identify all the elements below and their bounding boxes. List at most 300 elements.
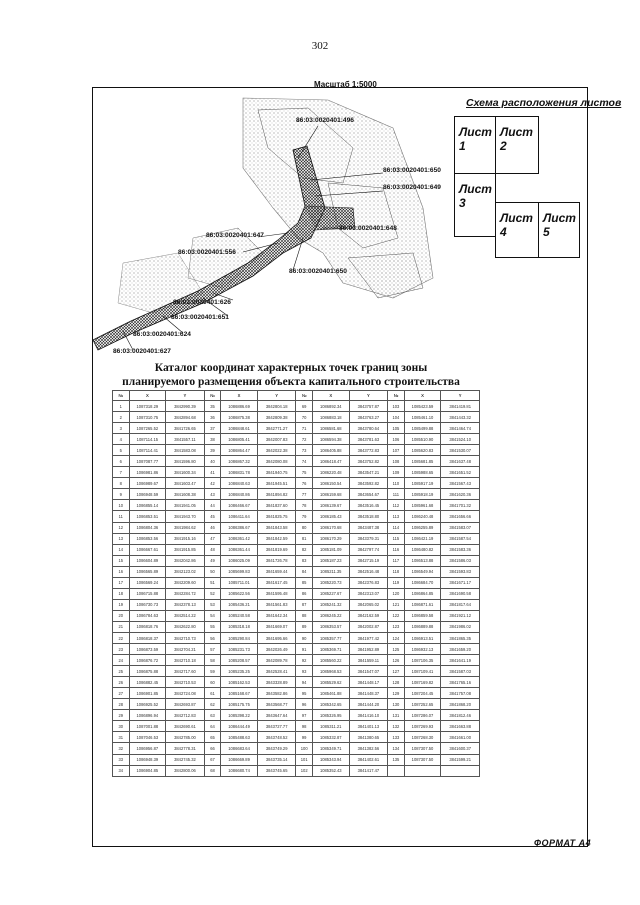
table-cell: 3843752.82 xyxy=(349,456,388,467)
table-cell: 1085290.84 xyxy=(221,632,258,643)
table-cell: 3842042.86 xyxy=(166,555,205,566)
table-cell: 1086818.76 xyxy=(129,621,166,632)
column-header: № xyxy=(296,391,313,401)
table-cell: 3843516.45 xyxy=(349,500,388,511)
table-cell: 17 xyxy=(113,577,130,588)
table-cell: 3841659.20 xyxy=(441,644,480,655)
table-row xyxy=(113,566,480,577)
table-cell: 1087109.41 xyxy=(404,666,441,677)
table-cell: 134 xyxy=(388,743,405,754)
table-row xyxy=(113,401,480,412)
table-cell: 3841642.34 xyxy=(257,610,296,621)
table-cell: 1086871.61 xyxy=(404,599,441,610)
table-cell: 73 xyxy=(296,445,313,456)
table-cell: 1086859.58 xyxy=(404,610,441,621)
coordinates-table xyxy=(112,390,480,777)
table-cell: 1086255.89 xyxy=(404,522,441,533)
table-cell: 3842007.83 xyxy=(257,434,296,445)
table-cell: 27 xyxy=(113,688,130,699)
table-cell: 24 xyxy=(113,655,130,666)
table-cell: 1086913.51 xyxy=(404,632,441,643)
table-cell: 3842990.39 xyxy=(166,401,205,412)
table-cell: 3841416.10 xyxy=(349,710,388,721)
table-cell: 3842809.38 xyxy=(257,412,296,423)
table-cell: 1085560.22 xyxy=(312,655,349,666)
format-label: ФОРМАТ А4 xyxy=(534,838,592,848)
table-cell: 93 xyxy=(296,666,313,677)
table-cell: 76 xyxy=(296,478,313,489)
table-cell: 3841915.16 xyxy=(166,533,205,544)
table-cell: 45 xyxy=(204,511,221,522)
table-cell: 59 xyxy=(204,666,221,677)
table-cell: 6 xyxy=(113,456,130,467)
table-cell: 1086864.47 xyxy=(221,445,258,456)
table-cell: 10 xyxy=(113,500,130,511)
table-cell: 2 xyxy=(113,412,130,423)
table-cell: 3843518.80 xyxy=(349,511,388,522)
page-number: 302 xyxy=(311,40,329,52)
table-cell: 1086925.52 xyxy=(129,699,166,710)
table-cell: 3841671.17 xyxy=(441,577,480,588)
table-cell: 1086853.56 xyxy=(129,533,166,544)
table-cell: 3843757.87 xyxy=(349,401,388,412)
table-cell: 1086981.86 xyxy=(129,467,166,478)
table-cell: 3841726.65 xyxy=(166,423,205,434)
table-cell: 70 xyxy=(296,412,313,423)
table-cell: 88 xyxy=(296,610,313,621)
table-cell: 1086867.32 xyxy=(221,456,258,467)
table-cell: 1086386.67 xyxy=(221,522,258,533)
table-cell: 3842704.21 xyxy=(166,644,205,655)
table-cell: 1087307.50 xyxy=(404,743,441,754)
table-cell: 3841402.61 xyxy=(349,754,388,765)
table-cell: 3841530.07 xyxy=(441,445,480,456)
table-cell: 1085699.83 xyxy=(221,566,258,577)
table-cell: 1087087.77 xyxy=(129,456,166,467)
table-cell: 105 xyxy=(388,423,405,434)
table-cell: 3841561.83 xyxy=(257,599,296,610)
table-cell: 9 xyxy=(113,489,130,500)
table-cell: 3842089.78 xyxy=(257,655,296,666)
table-cell: 128 xyxy=(388,677,405,688)
table-cell: 1087286.07 xyxy=(404,710,441,721)
table-cell: 1085318.18 xyxy=(221,621,258,632)
table-cell: 38 xyxy=(204,434,221,445)
table-cell: 1085711.01 xyxy=(221,577,258,588)
table-cell: 1086025.09 xyxy=(221,555,258,566)
table-cell: 111 xyxy=(388,489,405,500)
parcel-label: 86:03:0020401:496 xyxy=(296,117,354,124)
table-cell: 3841419.81 xyxy=(441,401,480,412)
table-cell: 14 xyxy=(113,544,130,555)
column-header: Y xyxy=(349,391,388,401)
table-cell: 5 xyxy=(113,445,130,456)
table-cell: 3842724.08 xyxy=(166,688,205,699)
table-cell: 1086669.89 xyxy=(221,754,258,765)
table-row xyxy=(113,489,480,500)
table-cell: 120 xyxy=(388,588,405,599)
table-cell: 115 xyxy=(388,533,405,544)
parcel-label: 86:03:0020401:651 xyxy=(171,314,229,321)
table-cell: 1085162.53 xyxy=(221,677,258,688)
table-cell: 1086159.68 xyxy=(312,489,349,500)
table-cell: 3841524.10 xyxy=(441,434,480,445)
table-cell: 113 xyxy=(388,511,405,522)
column-header: Y xyxy=(257,391,296,401)
table-cell xyxy=(388,765,405,776)
table-cell: 21 xyxy=(113,621,130,632)
sheet-4: Лист 4 xyxy=(495,202,539,258)
table-cell: 1085436.21 xyxy=(221,599,258,610)
sheet-5: Лист 5 xyxy=(538,202,580,258)
table-cell: 1085423.59 xyxy=(404,401,441,412)
table-cell: 77 xyxy=(296,489,313,500)
table-cell: 1085187.23 xyxy=(312,555,349,566)
table-cell: 33 xyxy=(113,754,130,765)
table-cell: 3843379.31 xyxy=(349,533,388,544)
table-cell: 56 xyxy=(204,632,221,643)
table-cell: 13 xyxy=(113,533,130,544)
table-cell: 1086444.49 xyxy=(221,721,258,732)
table-cell: 1085369.71 xyxy=(312,644,349,655)
table-cell: 133 xyxy=(388,732,405,743)
table-cell: 3842693.87 xyxy=(166,699,205,710)
table-row xyxy=(113,732,480,743)
table-cell: 1085208.57 xyxy=(221,655,258,666)
column-header: № xyxy=(204,391,221,401)
table-cell: 34 xyxy=(113,765,130,776)
table-cell: 3843487.38 xyxy=(349,522,388,533)
table-cell: 3843582.86 xyxy=(257,688,296,699)
table-cell: 3841817.64 xyxy=(441,599,480,610)
table-cell: 1086831.78 xyxy=(221,467,258,478)
table-cell: 1085227.67 xyxy=(312,588,349,599)
table-cell: 114 xyxy=(388,522,405,533)
table-cell: 102 xyxy=(296,765,313,776)
table-cell: 1085175.75 xyxy=(221,699,258,710)
table-cell: 3842690.61 xyxy=(166,721,205,732)
table-cell: 3842804.18 xyxy=(257,401,296,412)
table-row xyxy=(113,655,480,666)
table-cell: 3841894.82 xyxy=(257,489,296,500)
table-cell: 3842710.18 xyxy=(166,655,205,666)
table-cell: 135 xyxy=(388,754,405,765)
table-cell: 3841812.46 xyxy=(441,710,480,721)
table-cell: 85 xyxy=(296,577,313,588)
table-cell: 94 xyxy=(296,677,313,688)
table-row xyxy=(113,478,480,489)
table-cell: 35 xyxy=(204,401,221,412)
table-cell: 3841557.11 xyxy=(166,434,205,445)
table-row xyxy=(113,434,480,445)
table-cell: 3841603.47 xyxy=(166,478,205,489)
table-cell: 3842376.83 xyxy=(349,577,388,588)
table-cell: 3841819.69 xyxy=(257,544,296,555)
table-cell: 3841843.58 xyxy=(257,522,296,533)
table-cell: 1086680.74 xyxy=(221,765,258,776)
table-cell: 3841986.02 xyxy=(441,621,480,632)
table-cell: 64 xyxy=(204,721,221,732)
table-cell: 1087268.30 xyxy=(404,732,441,743)
table-cell: 3842797.74 xyxy=(349,544,388,555)
table-cell: 3841837.60 xyxy=(257,500,296,511)
table-row xyxy=(113,511,480,522)
table-cell: 72 xyxy=(296,434,313,445)
catalog-title-line-1: Каталог координат характерных точек границ зоны xyxy=(154,362,428,374)
table-cell: 3842378.13 xyxy=(166,599,205,610)
table-cell: 1086892.34 xyxy=(312,401,349,412)
table-cell: 75 xyxy=(296,467,313,478)
sheet-2: Лист 2 xyxy=(495,116,539,174)
table-cell: 129 xyxy=(388,688,405,699)
table-cell: 80 xyxy=(296,522,313,533)
table-cell: 3842778.31 xyxy=(166,743,205,754)
table-row xyxy=(113,588,480,599)
table-cell: 117 xyxy=(388,555,405,566)
table-cell: 3841865.35 xyxy=(441,632,480,643)
table-cell: 49 xyxy=(204,555,221,566)
table-cell: 1085241.32 xyxy=(312,599,349,610)
table-row xyxy=(113,666,480,677)
table-cell: 1086569.24 xyxy=(129,577,166,588)
table-cell: 1085918.19 xyxy=(404,489,441,500)
table-cell: 97 xyxy=(296,710,313,721)
table-cell: 124 xyxy=(388,632,405,643)
table-row xyxy=(113,522,480,533)
table-cell: 107 xyxy=(388,445,405,456)
table-cell: 1087307.50 xyxy=(404,754,441,765)
table-cell: 3842528.41 xyxy=(257,666,296,677)
table-cell: 1086170.68 xyxy=(312,522,349,533)
table-cell: 119 xyxy=(388,577,405,588)
table-cell: 3843727.77 xyxy=(257,721,296,732)
table-cell: 1087252.65 xyxy=(404,699,441,710)
parcel-label: 86:03:0020401:556 xyxy=(178,249,236,256)
table-cell: 1086840.86 xyxy=(221,489,258,500)
table-cell: 1085917.19 xyxy=(404,478,441,489)
table-cell: 3841695.66 xyxy=(257,632,296,643)
table-cell: 3841757.08 xyxy=(441,688,480,699)
table-cell: 3841921.12 xyxy=(441,610,480,621)
table-cell: 1086466.67 xyxy=(221,500,258,511)
table-row xyxy=(113,699,480,710)
table-cell: 1086896.94 xyxy=(129,710,166,721)
table-cell: 1085968.53 xyxy=(312,666,349,677)
table-cell: 3843748.52 xyxy=(257,732,296,743)
table-cell: 65 xyxy=(204,732,221,743)
table-cell: 122 xyxy=(388,610,405,621)
table-cell: 3841448.17 xyxy=(349,677,388,688)
table-row xyxy=(113,621,480,632)
table-cell: 131 xyxy=(388,710,405,721)
table-cell: 48 xyxy=(204,544,221,555)
table-cell: 3841651.52 xyxy=(441,467,480,478)
table-cell: 3842209.60 xyxy=(166,577,205,588)
table-cell: 1086948.59 xyxy=(129,489,166,500)
table-cell: 69 xyxy=(296,401,313,412)
table-cell: 1085529.62 xyxy=(312,677,349,688)
table-cell: 1087310.75 xyxy=(129,412,166,423)
table-cell: 127 xyxy=(388,666,405,677)
table-cell: 1086864.85 xyxy=(404,588,441,599)
table-cell: 3841659.44 xyxy=(257,566,296,577)
table-body xyxy=(113,401,480,777)
table-cell: 18 xyxy=(113,588,130,599)
table-cell: 3843763.27 xyxy=(349,412,388,423)
table-cell: 1085961.68 xyxy=(404,500,441,511)
table-cell: 1 xyxy=(113,401,130,412)
table-cell: 8 xyxy=(113,478,130,489)
table-cell: 3841915.85 xyxy=(166,544,205,555)
table-cell: 1086855.14 xyxy=(129,500,166,511)
table-row xyxy=(113,710,480,721)
table-cell: 31 xyxy=(113,732,130,743)
column-header: X xyxy=(404,391,441,401)
table-cell: 100 xyxy=(296,743,313,754)
column-header: X xyxy=(312,391,349,401)
table-cell: 3841583.36 xyxy=(441,544,480,555)
table-cell: 1085510.90 xyxy=(404,434,441,445)
table-cell: 3841567.43 xyxy=(441,478,480,489)
column-header: № xyxy=(113,391,130,401)
table-cell: 1085622.56 xyxy=(221,588,258,599)
table-cell: 1086848.61 xyxy=(221,423,258,434)
catalog-title-line-2: планируемого размещения объекта капитального строительства xyxy=(122,376,460,388)
table-cell: 3843328.89 xyxy=(257,677,296,688)
table-cell: 106 xyxy=(388,434,405,445)
table-cell: 28 xyxy=(113,699,130,710)
table-cell: 3841641.19 xyxy=(441,655,480,666)
table-cell: 3841600.37 xyxy=(441,743,480,754)
table-cell: 3842785.00 xyxy=(166,732,205,743)
table-cell: 1085398.22 xyxy=(221,710,258,721)
table-cell: 1086989.67 xyxy=(129,478,166,489)
table-cell: 116 xyxy=(388,544,405,555)
table-row xyxy=(113,721,480,732)
table-cell: 3843654.67 xyxy=(349,489,388,500)
table-cell: 1086876.72 xyxy=(129,655,166,666)
table-cell: 1086882.45 xyxy=(129,677,166,688)
table-cell: 1086240.48 xyxy=(404,511,441,522)
table-cell: 89 xyxy=(296,621,313,632)
table-row xyxy=(113,577,480,588)
table-cell: 1085352.43 xyxy=(312,765,349,776)
table-cell: 3841380.65 xyxy=(349,732,388,743)
table-row xyxy=(113,644,480,655)
table-cell: 82 xyxy=(296,544,313,555)
table-cell: 79 xyxy=(296,511,313,522)
table-cell xyxy=(404,765,441,776)
table-cell: 3842710.53 xyxy=(166,677,205,688)
table-cell: 1086901.85 xyxy=(129,688,166,699)
table-cell: 1086667.61 xyxy=(129,544,166,555)
table-cell: 1086594.38 xyxy=(312,434,349,445)
table-cell: 1086139.67 xyxy=(312,500,349,511)
table-cell: 32 xyxy=(113,743,130,754)
table-cell: 1087204.45 xyxy=(404,688,441,699)
table-cell: 1086875.38 xyxy=(221,412,258,423)
table-cell: 3842065.02 xyxy=(349,599,388,610)
table-cell: 3843772.83 xyxy=(349,445,388,456)
column-header: № xyxy=(388,391,405,401)
table-cell: 1086804.36 xyxy=(129,522,166,533)
table-cell: 1086853.51 xyxy=(129,511,166,522)
table-cell: 1086170.29 xyxy=(312,533,349,544)
table-cell: 25 xyxy=(113,666,130,677)
table-cell: 1085461.88 xyxy=(312,688,349,699)
column-header: X xyxy=(129,391,166,401)
parcel-label: 86:03:0020401:647 xyxy=(206,232,264,239)
table-cell: 84 xyxy=(296,566,313,577)
table-row xyxy=(113,456,480,467)
table-cell: 3 xyxy=(113,423,130,434)
table-cell: 3843568.77 xyxy=(257,699,296,710)
table-cell: 1085357.77 xyxy=(312,632,349,643)
table-cell: 121 xyxy=(388,599,405,610)
table-cell: 3843647.64 xyxy=(257,710,296,721)
table-row xyxy=(113,423,480,434)
table-row xyxy=(113,765,480,776)
table-cell: 1087046.53 xyxy=(129,732,166,743)
table-cell: 3841547.07 xyxy=(349,666,388,677)
table-cell: 4 xyxy=(113,434,130,445)
table-cell: 1085461.10 xyxy=(404,412,441,423)
table-cell: 1085311.21 xyxy=(312,721,349,732)
table-cell: 3841940.75 xyxy=(257,467,296,478)
table-cell: 1085220.73 xyxy=(312,577,349,588)
table-cell: 1087114.15 xyxy=(129,434,166,445)
table-cell: 42 xyxy=(204,478,221,489)
table-cell: 110 xyxy=(388,478,405,489)
table-cell: 3841656.66 xyxy=(441,511,480,522)
table-cell: 1086421.19 xyxy=(404,533,441,544)
table-cell: 3842710.73 xyxy=(166,632,205,643)
table-cell: 3841690.58 xyxy=(441,588,480,599)
table-cell: 3842284.72 xyxy=(166,588,205,599)
table-cell: 36 xyxy=(204,412,221,423)
table-cell: 101 xyxy=(296,754,313,765)
table-cell: 1086805.41 xyxy=(221,434,258,445)
table-cell: 98 xyxy=(296,721,313,732)
table-cell: 1085231.73 xyxy=(221,644,258,655)
table-cell: 1086150.54 xyxy=(312,478,349,489)
table-row xyxy=(113,412,480,423)
table-header-row xyxy=(113,391,480,401)
table-cell: 3841663.88 xyxy=(441,721,480,732)
table-cell: 1086784.63 xyxy=(129,610,166,621)
parcel-label: 86:03:0020401:624 xyxy=(133,331,191,338)
table-cell: 1086185.43 xyxy=(312,511,349,522)
table-cell: 1085343.94 xyxy=(312,754,349,765)
table-cell: 1086715.88 xyxy=(129,588,166,599)
table-cell: 47 xyxy=(204,533,221,544)
table-cell: 83 xyxy=(296,555,313,566)
table-cell: 132 xyxy=(388,721,405,732)
table-cell: 3841583.08 xyxy=(166,445,205,456)
table-row xyxy=(113,632,480,643)
table-cell: 3841587.54 xyxy=(441,533,480,544)
table-cell: 68 xyxy=(204,765,221,776)
table-cell: 91 xyxy=(296,644,313,655)
table-cell: 3842715.19 xyxy=(349,555,388,566)
table-cell: 67 xyxy=(204,754,221,765)
table-cell: 126 xyxy=(388,655,405,666)
table-cell: 3841984.62 xyxy=(166,522,205,533)
table-cell: 3841417.47 xyxy=(349,765,388,776)
table-row xyxy=(113,754,480,765)
table-cell: 90 xyxy=(296,632,313,643)
table-row xyxy=(113,544,480,555)
